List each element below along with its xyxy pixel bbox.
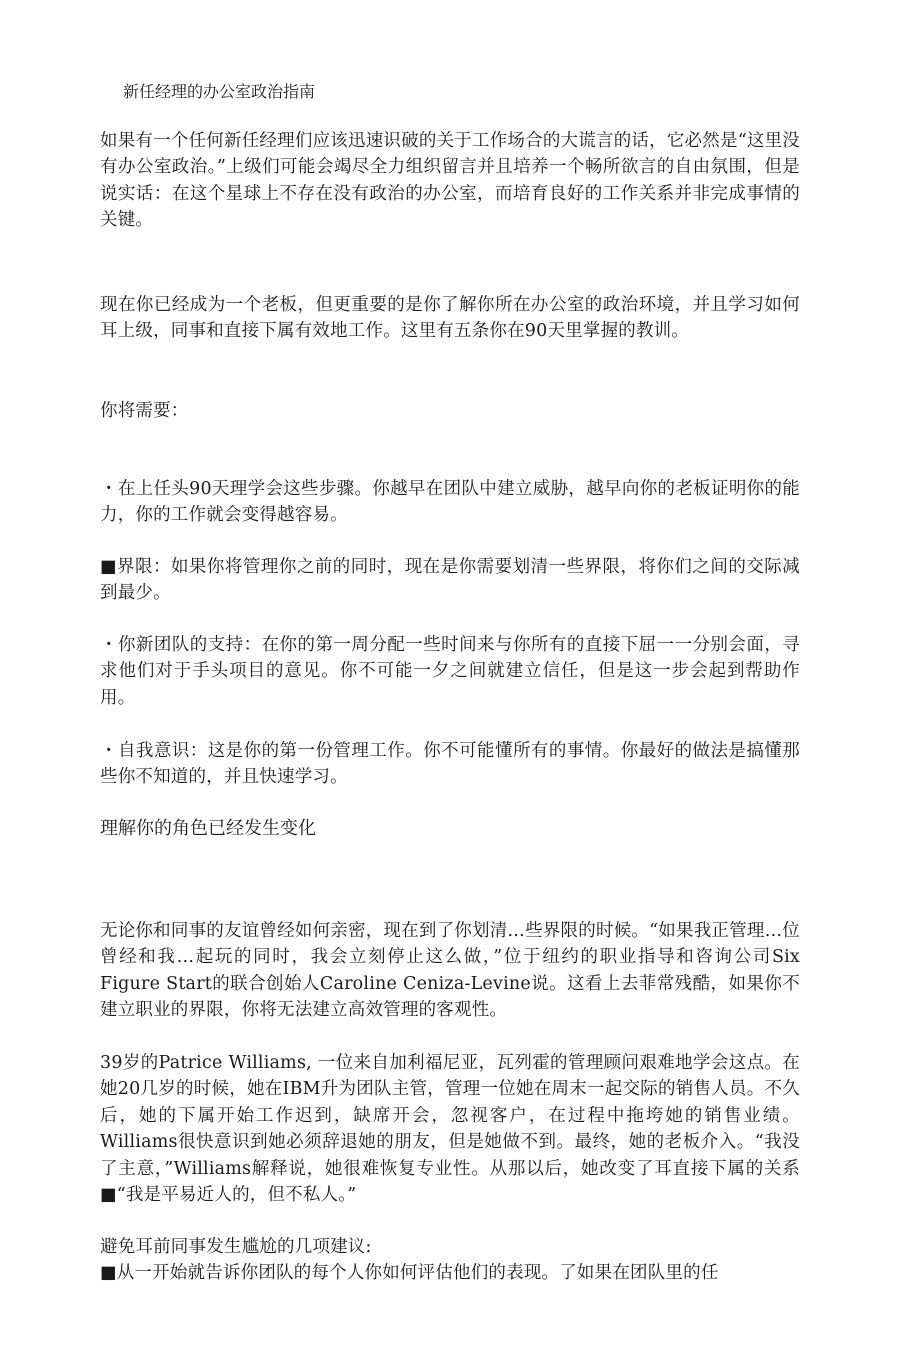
list-item-first-90-days: ・在上任头90天理学会这些步骤。你越早在团队中建立威胁，越早向你的老板证明你的能力，你的工作就会变得越容易。 [100,479,800,526]
boss-paragraph: 现在你已经成为一个老板，但更重要的是你了解你所在办公室的政治环境，并且学习如何耳上级，同事和直接下属有效地工作。这里有五条你在90天里掌握的教训。 [100,295,800,342]
document-title: 新任经理的办公室政治指南 [123,82,316,101]
list-item-team-support: ・你新团队的支持：在你的第一周分配一些时间来与你所有的直接下屈一一分别会面，寻求他们对于手头项目的意见。你不可能一夕之间就建立信任，但是这一步会起到帮助作用。 [100,635,800,708]
williams-paragraph: 39岁的Patrice Williams, 一位来自加利福尼亚，瓦列霍的管理顾问艰难地学会这点。在她20几岁的时候，她在IBM升为团队主管，管理一位她在周末一起交际的销售人员。不久后，她的下属开始工作迟到，缺席开会，忽视客户，在过程中拖垮她的销售业绩。Williams很快意识到她必须辞退她的朋友，但是她做不到。最终，她的老板介入。“我没了主意，”Williams解释说，她很难恢复专业性。从那以后，她改变了耳直接下属的关系■“我是平易近人的，但不私人。” [100,1053,800,1206]
advice-intro: 避免耳前同事发生尴尬的几项建议: [100,1237,372,1257]
you-will-need-label: 你将需要： [100,401,189,421]
advice-first-item: ■从一开始就告诉你团队的每个人你如何评估他们的表现。了如果在团队里的任 [100,1263,719,1283]
section-heading: 理解你的角色已经发生变化 [100,818,316,839]
list-item-boundaries: ■界限：如果你将管理你之前的同时，现在是你需要划清一些界限，将你们之间的交际减到最少。 [100,557,800,604]
friendship-paragraph: 无论你和同事的友谊曾经如何亲密，现在到了你划清…些界限的时候。“如果我正管理…位曾经和我…起玩的同时，我会立刻停止这么做，”位于纽约的职业指导和咨询公司Six Figure Start的联合创始人Caroline Ceniza-Levine说。这看上去菲常残酷，如果你不建立职业的界限，你将无法建立高效管理的客观性。 [100,921,800,1021]
list-item-self-awareness: ・自我意识：这是你的第一份管理工作。你不可能懂所有的事情。你最好的做法是搞懂那些你不知道的，并且快速学习。 [100,741,800,788]
intro-paragraph: 如果有一个任何新任经理们应该迅速识破的关于工作场合的大谎言的话，它必然是“这里没有办公室政治。”上级们可能会竭尽全力组织留言并且培养一个畅所欲言的自由氛围，但是说实话：在这个星球上不存在没有政治的办公室，而培育良好的工作关系并非完成事情的关键。 [100,131,800,231]
